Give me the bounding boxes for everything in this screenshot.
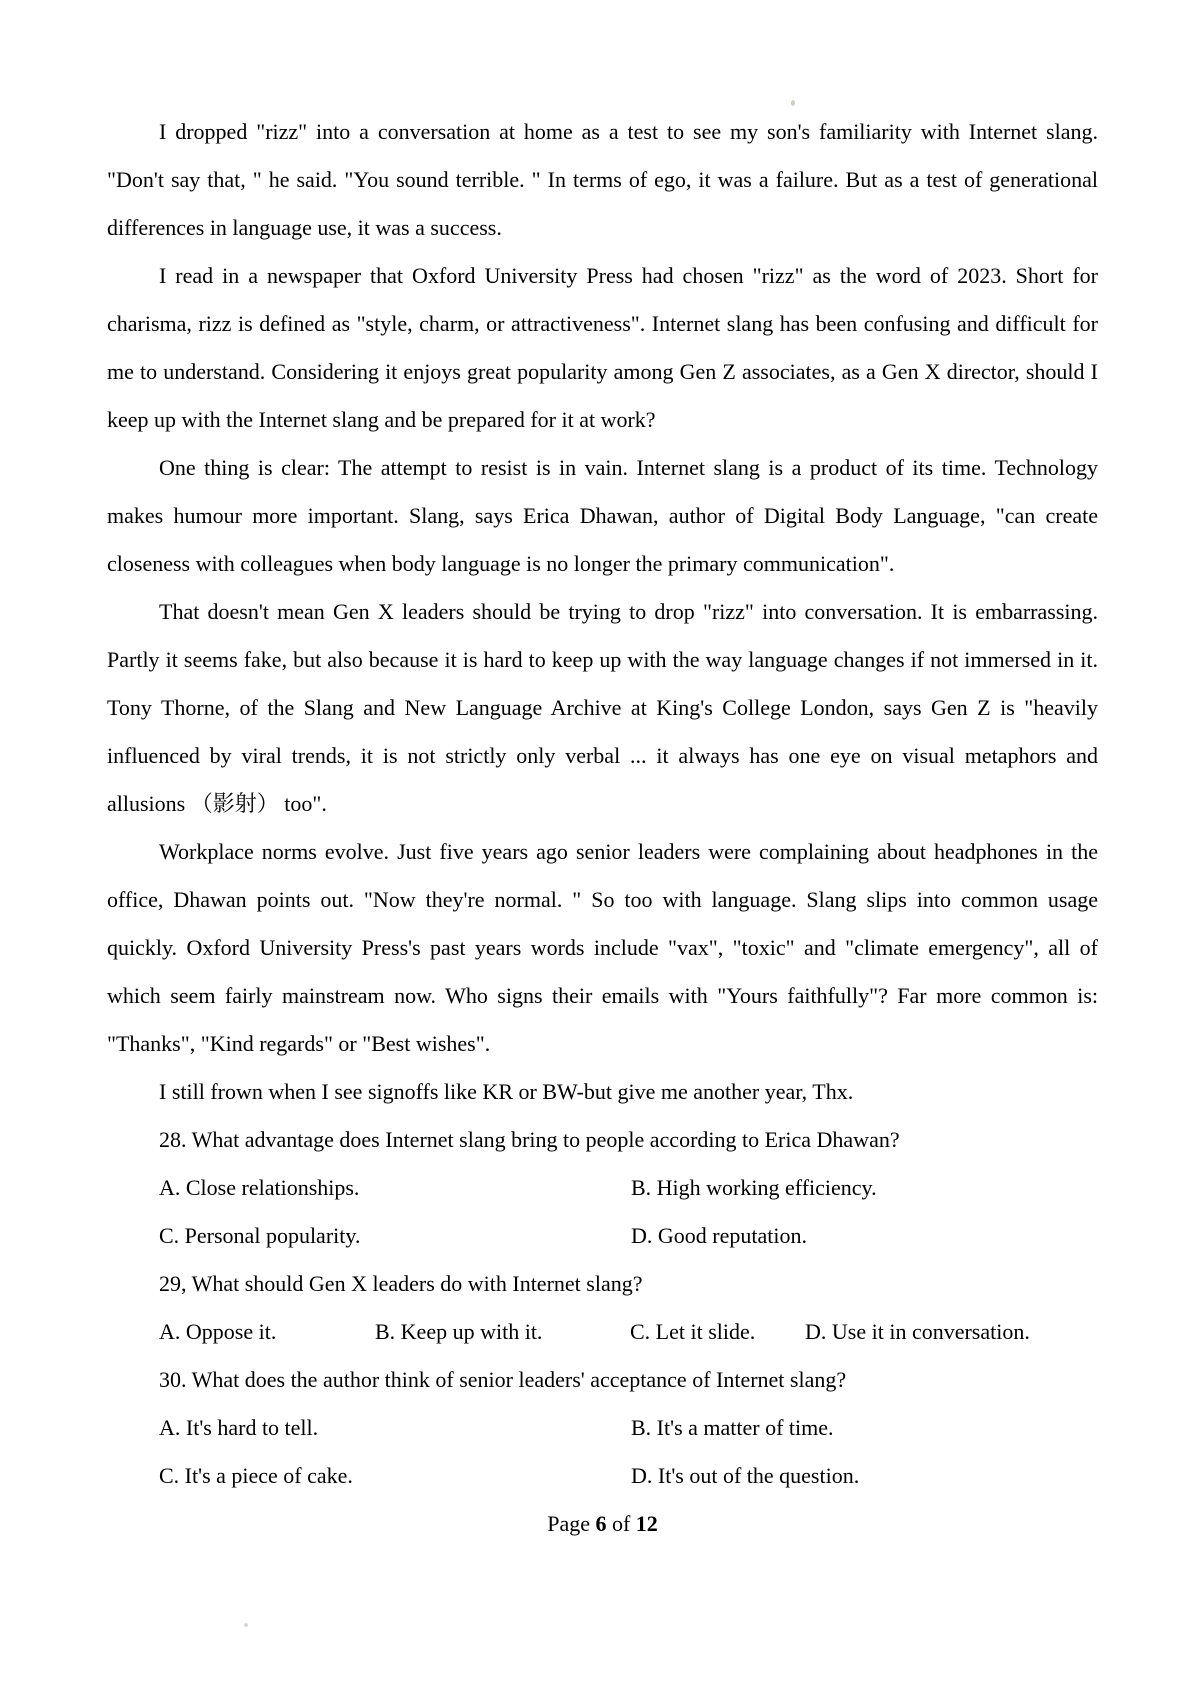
answer-option: C. Personal popularity. [159, 1223, 361, 1248]
paragraph: I dropped "rizz" into a conversation at home as a test to see my son's familiarity with Internet slang. "Don't say that, " he said. "You sound terrible. " In terms of ego, it was a failure. But as a test of generational differences in language use, it was a success. [107, 119, 1098, 240]
answer-option: A. Oppose it. [159, 1319, 277, 1344]
answer-option: A. Close relationships. [159, 1175, 360, 1200]
paragraph: I read in a newspaper that Oxford University Press had chosen "rizz" as the word of 2023. Short for charisma, rizz is defined as "style, charm, or attractiveness". Internet slang has been confusing and difficult for me to understand. Considering it enjoys great popularity among Gen Z associates, as a Gen X director, should I keep up with the Internet slang and be prepared for it at work? [107, 263, 1098, 432]
answer-option: C. It's a piece of cake. [159, 1463, 353, 1488]
question-stem: 29, What should Gen X leaders do with Internet slang? [159, 1271, 643, 1296]
paragraph: One thing is clear: The attempt to resist is in vain. Internet slang is a product of its time. Technology makes humour more important. Slang, says Erica Dhawan, author of Digital Body Language, "can create closeness with colleagues when body language is no longer the primary communication". [107, 455, 1098, 576]
answer-option: B. It's a matter of time. [631, 1415, 834, 1440]
scan-artifact [244, 1623, 248, 1627]
answer-option: B. Keep up with it. [375, 1319, 543, 1344]
answer-option: D. It's out of the question. [631, 1463, 860, 1488]
reading-passage [107, 108, 1098, 1116]
answer-option: B. High working efficiency. [631, 1175, 877, 1200]
paragraph: Workplace norms evolve. Just five years ago senior leaders were complaining about headphones in the office, Dhawan points out. "Now they're normal. " So too with language. Slang slips into common usage quickly. Oxford University Press's past years words include "vax", "toxic" and "climate emergency", all of which seem fairly mainstream now. Who signs their emails with "Yours faithfully"? Far more common is: "Thanks", "Kind regards" or "Best wishes". [107, 839, 1098, 1056]
page-content [107, 108, 1098, 1548]
option-row [107, 1212, 1098, 1260]
footer-page-number: 6 [595, 1511, 607, 1536]
question-section [107, 1116, 1098, 1500]
question-stem: 30. What does the author think of senior leaders' acceptance of Internet slang? [159, 1367, 847, 1392]
answer-option: A. It's hard to tell. [159, 1415, 319, 1440]
footer-total-pages: 12 [635, 1511, 658, 1536]
scan-artifact [791, 100, 795, 106]
paragraph: I still frown when I see signoffs like KR or BW-but give me another year, Thx. [159, 1079, 854, 1104]
option-row [107, 1404, 1098, 1452]
footer-label: Page [547, 1511, 590, 1536]
page-footer [107, 1500, 1098, 1548]
answer-option: C. Let it slide. [630, 1319, 756, 1344]
answer-option: D. Use it in conversation. [805, 1319, 1030, 1344]
option-row [107, 1308, 1098, 1356]
question-stem: 28. What advantage does Internet slang bring to people according to Erica Dhawan? [159, 1127, 900, 1152]
paragraph: That doesn't mean Gen X leaders should be trying to drop "rizz" into conversation. It is embarrassing. Partly it seems fake, but also because it is hard to keep up with the way language changes if not immersed in it. Tony Thorne, of the Slang and New Language Archive at King's College London, says Gen Z is "heavily influenced by viral trends, it is not strictly only verbal ... it always has one eye on visual metaphors and allusions （影射） too". [107, 599, 1098, 816]
option-row [107, 1452, 1098, 1500]
footer-of-label: of [611, 1511, 631, 1536]
answer-option: D. Good reputation. [631, 1223, 807, 1248]
option-row [107, 1164, 1098, 1212]
